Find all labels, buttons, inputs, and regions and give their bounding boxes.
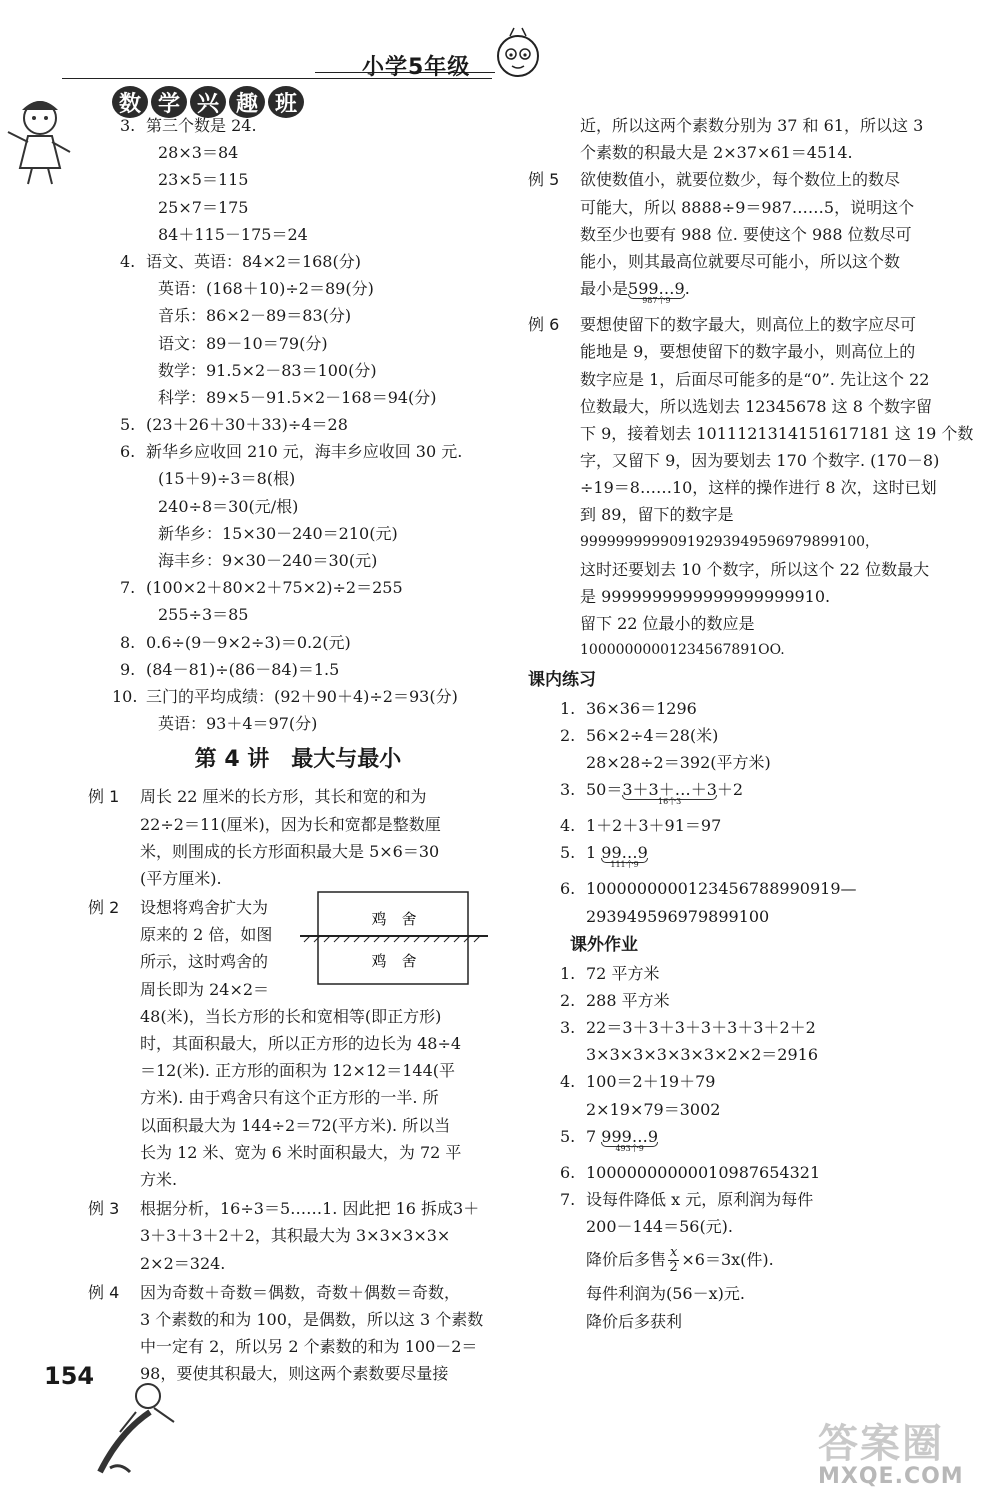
brace-label: 987个9 — [642, 296, 671, 306]
list-item — [88, 656, 508, 683]
text-fragment: 50＝ — [586, 780, 623, 800]
item-text: 10000000000010987654321 — [586, 1162, 821, 1182]
example-label: 例 5 — [528, 170, 560, 190]
example-1 — [88, 783, 508, 892]
list-item — [88, 683, 508, 710]
list-item — [88, 411, 508, 438]
list-item — [88, 465, 508, 492]
text-line: 2×2＝324. — [140, 1253, 226, 1273]
text-line: 3 个素数的和为 100，是偶数，所以这 3 个素数 — [140, 1309, 484, 1329]
item-number: 1. — [560, 963, 576, 983]
item-text: 3×3×3×3×3×3×2×2＝2916 — [586, 1045, 819, 1065]
list-item — [88, 112, 508, 139]
item-text: 25×7＝175 — [158, 197, 249, 217]
text-line: 下 9，接着划去 1011121314151617181 这 19 个数 — [580, 423, 974, 443]
coop-label-bottom: 鸡 舍 — [371, 952, 417, 970]
text-line: 字，又留下 9，因为要划去 170 个数字. (170－8) — [580, 451, 940, 471]
example-5 — [528, 166, 948, 311]
text-line: 因为奇数＋奇数＝偶数，奇数＋偶数＝奇数， — [140, 1282, 461, 1302]
item-number: 3. — [560, 1018, 576, 1038]
text-line: 到 89，留下的数字是 — [580, 505, 734, 525]
list-item — [528, 1186, 948, 1213]
item-text: 语文：89－10＝79(分) — [158, 333, 328, 353]
brace-number — [622, 776, 717, 807]
item-number: 2. — [560, 990, 576, 1010]
text-line: 能地是 9，要想使留下的数字最小，则高位上的 — [580, 342, 916, 362]
list-item — [88, 574, 508, 601]
item-number: 4. — [560, 816, 576, 836]
item-text: 72 平方米 — [586, 963, 660, 983]
item-text: 数学：91.5×2－83＝100(分) — [158, 360, 377, 380]
brace-content: 3＋3＋…＋3 — [622, 780, 717, 800]
text-line: 99999999990919293949596979899100， — [580, 533, 880, 550]
example-label: 例 4 — [88, 1282, 120, 1302]
text-line — [528, 275, 948, 311]
list-item — [88, 330, 508, 357]
item-text: (23＋26＋30＋33)÷4＝28 — [146, 415, 348, 435]
text-line: 10000000001234567891OO. — [580, 642, 785, 659]
item-text: 28×3＝84 — [158, 143, 239, 163]
title-char: 学 — [151, 86, 187, 118]
list-item — [528, 1159, 948, 1186]
item-text: 36×36＝1296 — [586, 698, 697, 718]
list-item — [88, 493, 508, 520]
brace-number — [628, 275, 685, 306]
item-text: 84＋115－175＝24 — [158, 224, 308, 244]
list-item — [528, 776, 948, 812]
item-number: 3. — [120, 116, 136, 135]
classwork-title: 课内练习 — [528, 669, 596, 690]
text-line: 近，所以这两个素数分别为 37 和 61，所以这 3 — [580, 116, 924, 135]
item-text: 第三个数是 24. — [146, 116, 257, 135]
text-line: 22÷2＝11(厘米)，因为长和宽都是整数厘 — [140, 814, 441, 834]
item-number: 5. — [560, 1126, 576, 1146]
item-number: 9. — [120, 659, 136, 679]
item-number: 5. — [560, 843, 576, 863]
example-label: 例 3 — [88, 1199, 120, 1219]
text-fragment: ×6＝3x(件). — [681, 1250, 774, 1270]
list-item — [528, 875, 948, 902]
item-text: 100＝2＋19＋79 — [586, 1072, 716, 1092]
watermark — [818, 1412, 988, 1492]
text-line: 周长 22 厘米的长方形，其长和宽的和为 — [140, 787, 427, 807]
text-fragment: 7 — [586, 1126, 597, 1146]
list-item — [88, 166, 508, 193]
item-text: 每件利润为(56－x)元. — [586, 1284, 745, 1304]
text-line: 长为 12 米、宽为 6 米时面积最大，为 72 平 — [140, 1142, 462, 1162]
text-line: 位数最大，所以选划去 12345678 这 8 个数字留 — [580, 396, 932, 416]
item-number: 1. — [560, 698, 576, 718]
answer-list — [88, 112, 508, 737]
brace-label: 493个9 — [615, 1143, 644, 1153]
item-number: 4. — [560, 1072, 576, 1092]
item-text: 科学：89×5－91.5×2－168＝94(分) — [158, 387, 437, 407]
item-text: (15＋9)÷3＝8(根) — [158, 469, 296, 489]
item-number: 7. — [120, 578, 136, 598]
text-line: 时，其面积最大，所以正方形的边长为 48÷4 — [140, 1034, 462, 1053]
text-line: (平方厘米). — [140, 868, 222, 888]
text-line: 3＋3＋3＋2＋2，其积最大为 3×3×3×3× — [140, 1226, 451, 1246]
title-char: 趣 — [229, 86, 265, 118]
item-number: 7. — [560, 1190, 576, 1209]
item-text: (100×2＋80×2＋75×2)÷2＝255 — [146, 578, 403, 598]
list-item — [528, 1123, 948, 1159]
text-fragment: 1 — [586, 843, 597, 863]
grade-label: 小学5年级 — [362, 55, 471, 80]
text-line: 数至少也要有 988 位. 要使这个 988 位数尽可 — [580, 224, 912, 244]
mascot-face-icon — [488, 22, 548, 82]
list-item — [88, 302, 508, 329]
brace-number — [601, 1123, 658, 1153]
item-text: 三门的平均成绩：(92＋90＋4)÷2＝93(分) — [146, 686, 458, 706]
text-line: 个素数的积最大是 2×37×61＝4514. — [580, 143, 853, 163]
example-3 — [88, 1195, 508, 1277]
brace-label: 16个3 — [658, 797, 682, 807]
section-title: 第 4 讲 最大与最小 — [194, 747, 402, 773]
brace-content: 999…9 — [601, 1126, 658, 1146]
classwork-list — [528, 695, 948, 930]
item-text: 新华乡：15×30－240＝210(元) — [158, 523, 398, 543]
text-line: 设想将鸡舍扩大为 — [140, 898, 269, 918]
item-text: 23×5＝115 — [158, 170, 249, 190]
text-line: ÷19＝8……10，这样的操作进行 8 次，这时已划 — [580, 478, 937, 498]
item-number: 2. — [560, 725, 576, 745]
title-char: 班 — [268, 86, 304, 118]
text-line: 方米). 由于鸡舍只有这个正方形的一半. 所 — [140, 1088, 439, 1108]
item-text: 240÷8＝30(元/根) — [158, 496, 299, 516]
title-char: 数 — [112, 86, 148, 118]
text-fragment: 降价后多售 — [586, 1250, 667, 1270]
text-line: 是 9999999999999999999910. — [580, 587, 831, 606]
list-item — [88, 601, 508, 628]
text-line: 中一定有 2，所以另 2 个素数的和为 100－2＝ — [140, 1337, 478, 1357]
item-text: 英语：93＋4＝97(分) — [158, 714, 318, 734]
item-text: 语文、英语：84×2＝168(分) — [146, 251, 361, 271]
coop-label-top: 鸡 舍 — [371, 910, 417, 928]
list-item — [88, 248, 508, 275]
item-text: 2×19×79＝3002 — [586, 1099, 721, 1119]
list-item — [528, 812, 948, 839]
list-item — [88, 275, 508, 302]
item-number: 6. — [120, 442, 136, 462]
item-text: 新华乡应收回 210 元，海丰乡应收回 30 元. — [146, 442, 463, 462]
boy-mascot-icon — [90, 1372, 180, 1482]
page-number: 154 — [44, 1362, 95, 1390]
list-item — [528, 1240, 948, 1280]
list-item — [88, 547, 508, 574]
girl-mascot-icon — [0, 88, 78, 188]
list-item — [88, 520, 508, 547]
text-line: 这时还要划去 10 个数字，所以这个 22 位数最大 — [580, 559, 930, 579]
text-line: ＝12(米). 正方形的面积为 12×12＝144(平 — [140, 1061, 456, 1081]
fraction-numerator: x — [670, 1245, 678, 1261]
item-number: 6. — [560, 1162, 576, 1182]
item-text: 288 平方米 — [586, 990, 670, 1010]
text-line: 原来的 2 倍，如图 — [140, 925, 273, 945]
item-text: 设每件降低 x 元，原利润为每件 — [586, 1190, 814, 1209]
list-item — [88, 384, 508, 411]
item-number: 4. — [120, 251, 136, 271]
item-text: 255÷3＝85 — [158, 605, 249, 625]
list-item — [88, 629, 508, 656]
item-number: 8. — [120, 632, 136, 652]
text-line: 根据分析，16÷3＝5……1. 因此把 16 拆成3＋ — [140, 1199, 480, 1219]
text-fragment: . — [684, 279, 690, 299]
item-text: 293949596979899100 — [586, 906, 770, 926]
right-column — [528, 112, 974, 1335]
example-6 — [528, 311, 974, 664]
homework-list — [528, 960, 948, 1335]
watermark-url: MXQE.COM — [818, 1464, 964, 1489]
text-fragment: ＋2 — [716, 780, 744, 800]
list-item — [88, 357, 508, 384]
item-text: 降价后多获利 — [586, 1311, 683, 1331]
fraction — [668, 1246, 679, 1275]
item-text: (84－81)÷(86－84)＝1.5 — [146, 659, 340, 679]
example-label: 例 6 — [528, 315, 560, 335]
text-line: 要想使留下的数字最大，则高位上的数字应尽可 — [580, 315, 917, 335]
brace-content: 99…9 — [601, 843, 648, 863]
header — [0, 0, 1000, 120]
item-text: 1000000000123456788990919— — [586, 879, 857, 899]
fraction-denominator: 2 — [669, 1260, 678, 1276]
item-text: 音乐：86×2－89＝83(分) — [158, 306, 352, 326]
chicken-coop-diagram — [300, 890, 500, 990]
left-column — [88, 112, 508, 1387]
text-line: 48(米)，当长方形的长和宽相等(即正方形) — [140, 1006, 442, 1026]
item-text: 56×2÷4＝28(米) — [586, 725, 719, 745]
example-label: 例 2 — [88, 898, 120, 918]
list-item — [88, 194, 508, 221]
text-line: 欲使数值小，就要位数少，每个数位上的数尽 — [580, 170, 901, 190]
watermark-logo-text: 答案圈 — [818, 1421, 944, 1467]
text-line: 留下 22 位最小的数应是 — [580, 614, 755, 634]
item-text: 0.6÷(9－9×2÷3)＝0.2(元) — [146, 632, 351, 652]
item-text: 22＝3＋3＋3＋3＋3＋3＋2＋2 — [586, 1018, 816, 1038]
text-line: 可能大，所以 8888÷9＝987……5，说明这个 — [580, 197, 915, 217]
text-line: 周长即为 24×2＝ — [140, 979, 270, 999]
brace-content: 599…9 — [628, 279, 685, 299]
item-text: 海丰乡：9×30－240＝30(元) — [158, 551, 378, 570]
text-line: 98，要使其积最大，则这两个素数要尽量接 — [140, 1364, 449, 1384]
text-fragment: 最小是 — [580, 279, 629, 299]
item-number: 10. — [112, 686, 138, 706]
item-number: 6. — [560, 879, 576, 899]
item-number: 3. — [560, 780, 576, 800]
coop-rectangle — [318, 892, 468, 984]
item-text: 200－144＝56(元). — [586, 1217, 734, 1237]
item-text: 1＋2＋3＋91＝97 — [586, 816, 722, 836]
text-line: 米，则围成的长方形面积最大是 5×6＝30 — [140, 841, 440, 861]
list-item — [528, 839, 948, 875]
title-char: 兴 — [190, 86, 226, 118]
list-item — [88, 221, 508, 248]
item-number: 5. — [120, 415, 136, 435]
list-item — [88, 438, 508, 465]
brace-number — [601, 839, 648, 870]
brace-label: 111个9 — [610, 860, 639, 870]
item-text: 英语：(168＋10)÷2＝89(分) — [158, 279, 374, 299]
text-line: 所示，这时鸡舍的 — [140, 952, 269, 972]
text-line: 方米. — [140, 1169, 178, 1189]
example-label: 例 1 — [88, 787, 120, 807]
list-item — [88, 139, 508, 166]
text-line: 能小，则其最高位就要尽可能小，所以这个数 — [580, 251, 901, 271]
item-text: 28×28÷2＝392(平方米) — [586, 752, 771, 772]
list-item — [88, 710, 508, 737]
text-line: 以面积最大为 144÷2＝72(平方米). 所以当 — [140, 1115, 451, 1135]
text-line: 数字应是 1，后面尽可能多的是“0”. 先让这个 22 — [580, 369, 930, 389]
homework-title: 课外作业 — [570, 934, 638, 955]
